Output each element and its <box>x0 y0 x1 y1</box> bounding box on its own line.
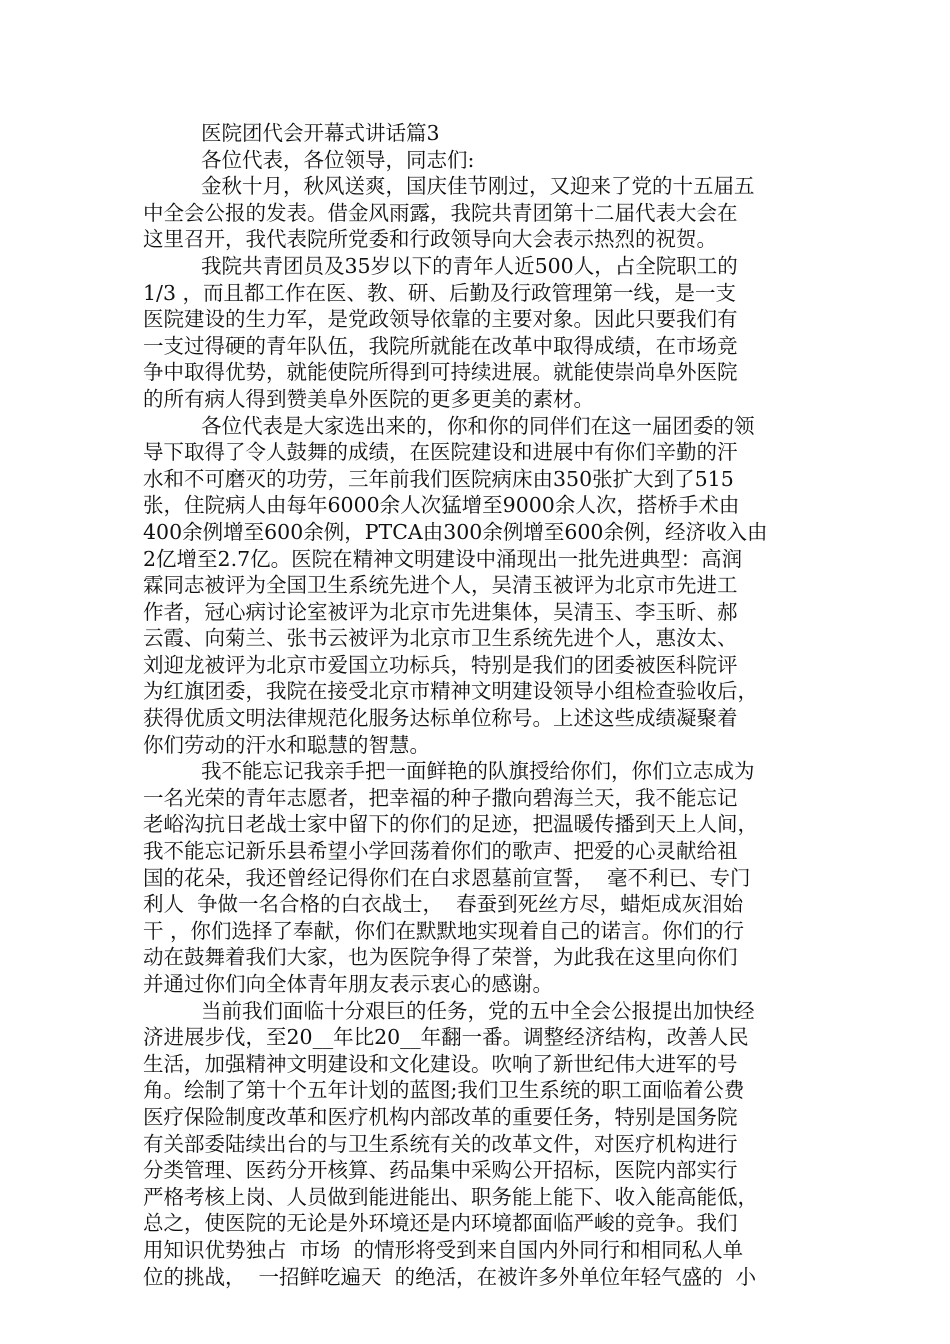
document-body <box>143 147 809 1291</box>
document-title: 医院团代会开幕式讲话篇3 <box>201 121 440 145</box>
text-line: 国的花朵，我还曾经记得你们在白求恩墓前宣誓， 毫不利已、专门 <box>143 865 751 890</box>
text-line: 动在鼓舞着我们大家，也为医院争得了荣誉，为此我在这里向你们 <box>143 945 738 970</box>
text-line: 一支过得硬的青年队伍，我院所就能在改革中取得成绩，在市场竞 <box>143 333 738 358</box>
text-line: 这里召开，我代表院所党委和行政领导向大会表示热烈的祝贺。 <box>143 227 717 252</box>
text-line: 严格考核上岗、人员做到能进能出、职务能上能下、收入能高能低， <box>143 1184 758 1209</box>
text-line: 金秋十月，秋风送爽，国庆佳节刚过，又迎来了党的十五届五 <box>201 174 755 199</box>
document-page <box>143 120 809 1290</box>
text-line: 当前我们面临十分艰巨的任务，党的五中全会公报提出加快经 <box>201 998 755 1023</box>
paragraph <box>143 998 809 1291</box>
text-line: 的所有病人得到赞美阜外医院的更多更美的素材。 <box>143 386 594 411</box>
text-line: 医疗保险制度改革和医疗机构内部改革的重要任务，特别是国务院 <box>143 1104 738 1129</box>
text-line: 我院共青团员及35岁以下的青年人近500人，占全院职工的 <box>201 253 738 278</box>
text-line: 老峪沟抗日老战士家中留下的你们的足迹，把温暖传播到天上人间， <box>143 812 758 837</box>
text-line: 各位代表，各位领导，同志们: <box>201 147 475 172</box>
text-line: 1/3 ，而且都工作在医、教、研、后勤及行政管理第一线，是一支 <box>143 280 737 305</box>
text-line: 导下取得了令人鼓舞的成绩，在医院建设和进展中有你们辛勤的汗 <box>143 440 738 465</box>
text-line: 我不能忘记我亲手把一面鲜艳的队旗授给你们，你们立志成为 <box>201 759 755 784</box>
text-line: 一名光荣的青年志愿者，把幸福的种子撒向碧海兰天，我不能忘记 <box>143 785 738 810</box>
paragraph <box>143 413 809 759</box>
text-line: 张，住院病人由每年6000余人次猛增至9000余人次，搭桥手术由 <box>143 493 740 518</box>
text-line: 干 ，你们选择了奉献，你们在默默地实现着自己的诺言。你们的行 <box>143 918 745 943</box>
text-line: 有关部委陆续出台的与卫生系统有关的改革文件，对医疗机构进行 <box>143 1131 738 1156</box>
text-line: 角。绘制了第十个五年计划的蓝图;我们卫生系统的职工面临着公费 <box>143 1078 745 1103</box>
text-line: 400余例增至600余例，PTCA由300余例增至600余例，经济收入由 <box>143 519 768 544</box>
text-line: 获得优质文明法律规范化服务达标单位称号。上述这些成绩凝聚着 <box>143 706 738 731</box>
text-line: 云霞、向菊兰、张书云被评为北京市卫生系统先进个人，惠汝太、 <box>143 626 738 651</box>
text-line: 位的挑战， 一招鲜吃遍天 的绝活，在被许多外单位年轻气盛的 小 <box>143 1264 757 1289</box>
text-line: 各位代表是大家选出来的，你和你的同伴们在这一届团委的领 <box>201 413 755 438</box>
text-line: 生活，加强精神文明建设和文化建设。吹响了新世纪伟大进军的号 <box>143 1051 738 1076</box>
text-line: 济进展步伐，至20__年比20__年翻一番。调整经济结构，改善人民 <box>143 1025 749 1050</box>
text-line: 为红旗团委，我院在接受北京市精神文明建设领导小组检查验收后， <box>143 679 758 704</box>
text-line: 医院建设的生力军，是党政领导依靠的主要对象。因此只要我们有 <box>143 307 738 332</box>
text-line: 并通过你们向全体青年朋友表示衷心的感谢。 <box>143 972 553 996</box>
text-line: 2亿增至2.7亿。医院在精神文明建设中涌现出一批先进典型：高润 <box>143 546 743 571</box>
text-line: 作者，冠心病讨论室被评为北京市先进集体，吴清玉、李玉昕、郝 <box>143 599 738 624</box>
text-line: 水和不可磨灭的功劳，三年前我们医院病床由350张扩大到了515 <box>143 466 734 491</box>
text-line: 争中取得优势，就能使院所得到可持续进展。就能使崇尚阜外医院 <box>143 360 738 385</box>
text-line: 利人 争做一名合格的白衣战士， 春蚕到死丝方尽，蜡炬成灰泪始 <box>143 892 744 917</box>
text-line: 总之，使医院的无论是外环境还是内环境都面临严峻的竞争。我们 <box>143 1211 738 1236</box>
text-line: 你们劳动的汗水和聪慧的智慧。 <box>143 732 430 757</box>
text-line: 中全会公报的发表。借金风雨露，我院共青团第十二届代表大会在 <box>143 200 738 225</box>
text-line: 刘迎龙被评为北京市爱国立功标兵，特别是我们的团委被医科院评 <box>143 652 738 677</box>
text-line: 分类管理、医药分开核算、药品集中采购公开招标，医院内部实行 <box>143 1158 738 1183</box>
text-line: 我不能忘记新乐县希望小学回荡着你们的歌声、把爱的心灵献给祖 <box>143 839 738 864</box>
paragraph <box>143 253 809 413</box>
paragraph <box>143 173 809 253</box>
paragraph <box>143 147 809 174</box>
paragraph <box>143 758 809 997</box>
text-line: 霖同志被评为全国卫生系统先进个人，吴清玉被评为北京市先进工 <box>143 573 738 598</box>
text-line: 用知识优势独占 市场 的情形将受到来自国内外同行和相同私人单 <box>143 1237 744 1262</box>
